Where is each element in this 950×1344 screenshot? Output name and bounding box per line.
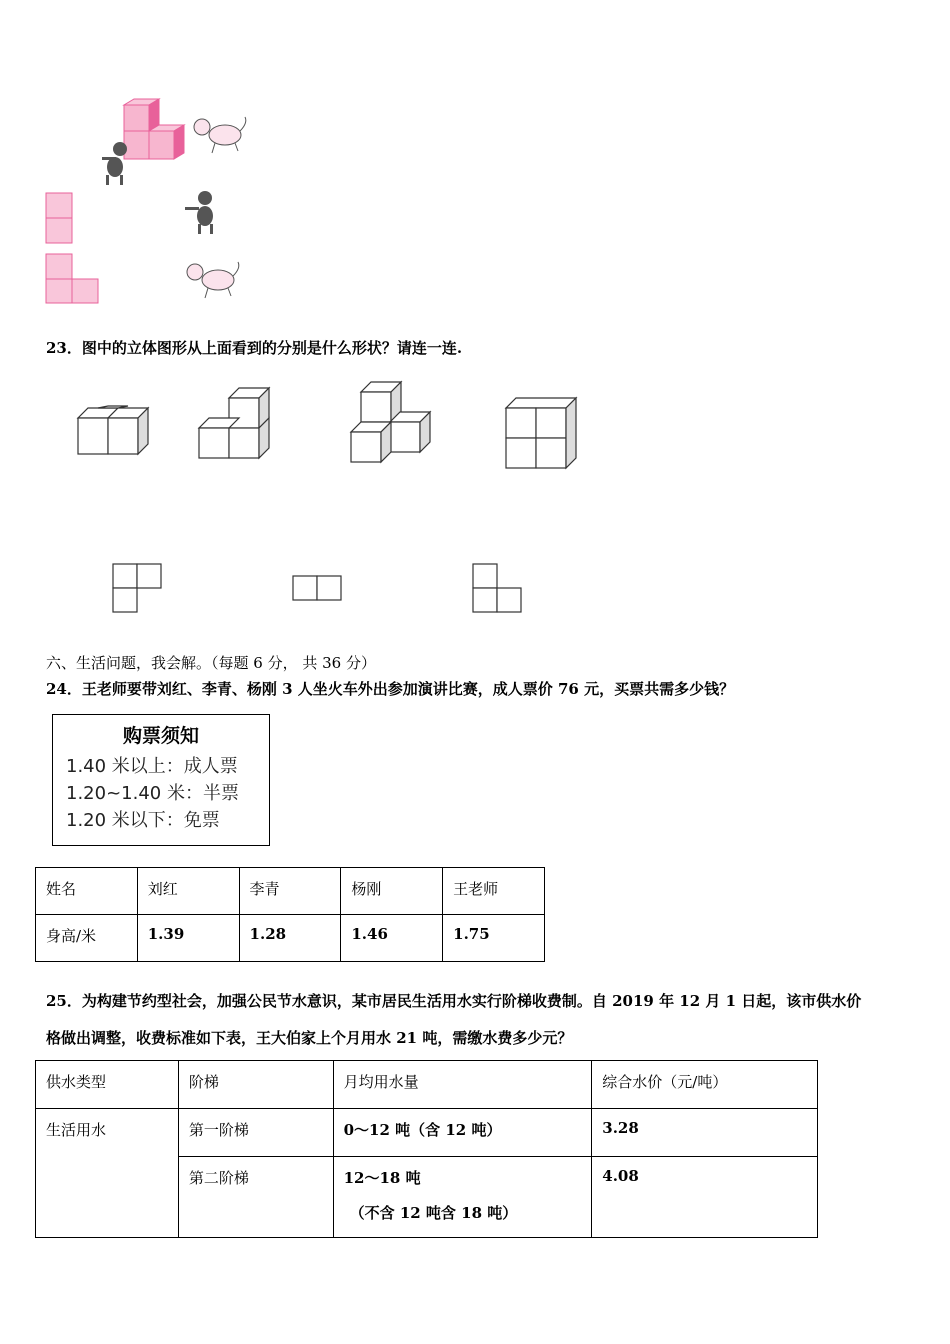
top-view-c [473, 564, 521, 612]
q25-text-line1: 25．为构建节约型社会，加强公民节水意识，某市居民生活用水实行阶梯收费制。自 2019 年 12 月 1 日起，该市供水价 [46, 992, 862, 1010]
q24-text: 24．王老师要带刘红、李青、杨刚 3 人坐火车外出参加演讲比赛，成人票价 76 元，买票共需多少钱？ [46, 680, 735, 698]
pink-cube-figure [124, 99, 184, 159]
ticket-notice-box [52, 714, 270, 846]
table-header-cell: 姓名 [36, 868, 138, 915]
q23-solids [70, 378, 590, 478]
table-header-cell: 刘红 [137, 868, 239, 915]
table-header-cell: 杨刚 [341, 868, 443, 915]
q22-figure [40, 95, 270, 310]
dog-image [194, 117, 246, 153]
monkey-image-2 [185, 191, 213, 234]
water-price-table [35, 1060, 818, 1238]
solid-d [506, 398, 576, 468]
table-cell: 1.75 [443, 915, 545, 962]
view-two-squares [46, 193, 72, 243]
top-view-b [293, 576, 341, 600]
monkey-image [102, 142, 127, 185]
table-cell: 1.46 [341, 915, 443, 962]
table-row-label: 身高/米 [36, 915, 138, 962]
table-cell: 生活用水 [36, 1109, 179, 1238]
table-cell: 3.28 [592, 1109, 818, 1157]
q23-text: 23．图中的立体图形从上面看到的分别是什么形状？请连一连. [46, 339, 463, 357]
q23-top-views [110, 560, 530, 620]
table-cell: 第二阶梯 [178, 1157, 333, 1238]
solid-b [199, 388, 269, 458]
table-cell: 第一阶梯 [178, 1109, 333, 1157]
table-cell [333, 1157, 592, 1238]
notice-line: 1.40 米以上：成人票 [66, 756, 238, 777]
table-cell: 1.28 [239, 915, 341, 962]
table-row [36, 915, 545, 962]
table-cell: 1.39 [137, 915, 239, 962]
table-header-cell: 李青 [239, 868, 341, 915]
solid-a [78, 406, 148, 454]
tier-amount: 12～18 吨 [343, 1169, 421, 1187]
dog-image-2 [187, 262, 239, 298]
table-header-cell: 综合水价（元/吨） [592, 1061, 818, 1109]
tier-amount-note: （不含 12 吨含 18 吨） [349, 1204, 518, 1222]
table-header-cell: 月均用水量 [333, 1061, 592, 1109]
top-view-a [113, 564, 161, 612]
table-row [36, 1109, 818, 1157]
q25-text-line2: 格做出调整，收费标准如下表，王大伯家上个月用水 21 吨，需缴水费多少元？ [46, 1029, 573, 1047]
table-cell: 4.08 [592, 1157, 818, 1238]
height-table [35, 867, 545, 962]
notice-line: 1.20 米以下：免票 [66, 810, 220, 831]
notice-title: 购票须知 [122, 725, 199, 747]
section-6-heading: 六、生活问题，我会解。（每题 6 分， 共 36 分） [46, 654, 376, 672]
table-header-cell: 王老师 [443, 868, 545, 915]
table-header-cell: 供水类型 [36, 1061, 179, 1109]
table-cell: 0～12 吨（含 12 吨） [333, 1109, 592, 1157]
notice-line: 1.20~1.40 米：半票 [66, 783, 239, 804]
solid-c [351, 382, 430, 462]
table-row [36, 1061, 818, 1109]
table-row [36, 868, 545, 915]
table-header-cell: 阶梯 [178, 1061, 333, 1109]
view-l-shape [46, 254, 98, 303]
